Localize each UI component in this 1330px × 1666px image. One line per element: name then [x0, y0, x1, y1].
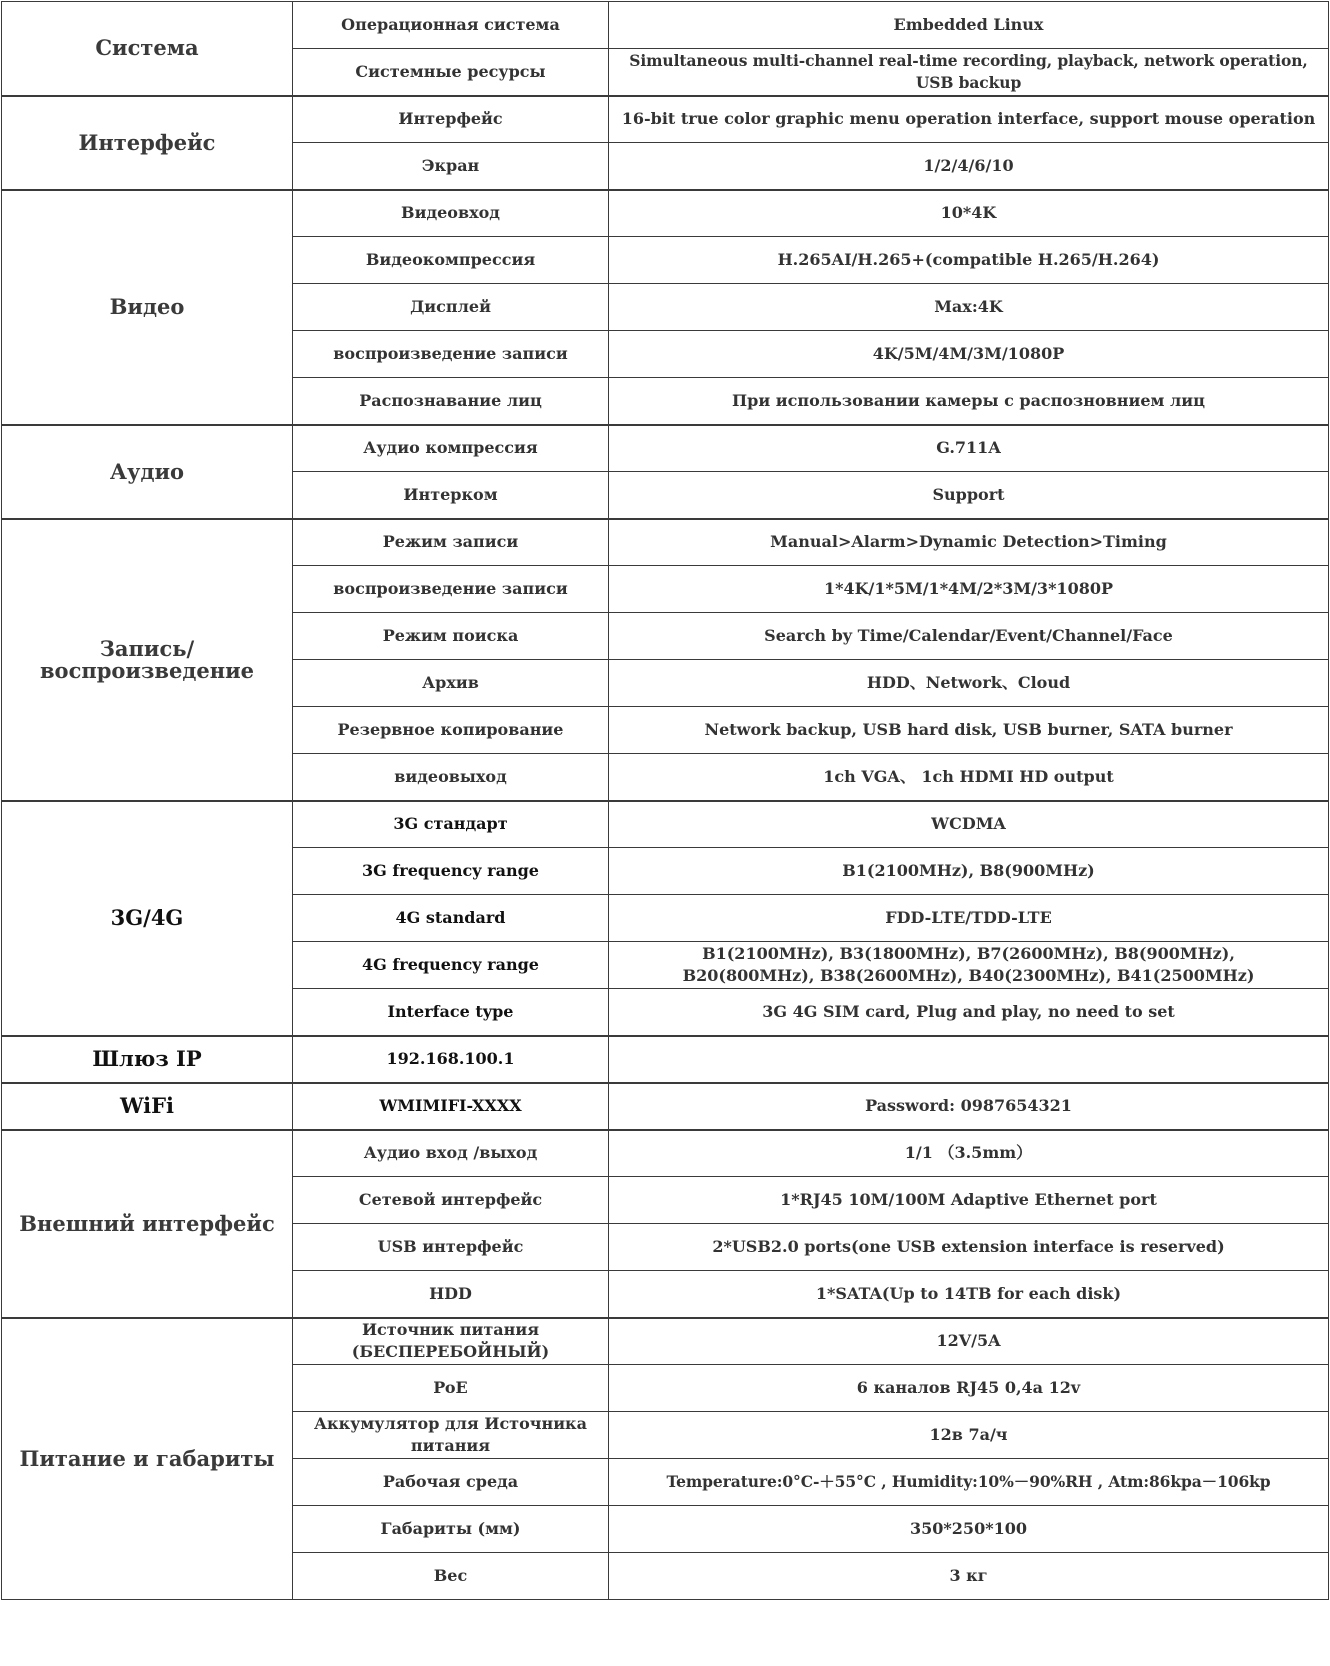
param-line: Аккумулятор для Источника [314, 1414, 587, 1433]
table-row [2, 1130, 1329, 1177]
category-wifi: WiFi [2, 1083, 293, 1130]
param-cell: Операционная система [293, 2, 609, 49]
specifications-table [1, 1, 1329, 1600]
value-cell: Network backup, USB hard disk, USB burner, SATA burner [609, 707, 1329, 754]
value-cell: FDD-LTE/TDD-LTE [609, 895, 1329, 942]
value-cell: Temperature:0°C-＋55°C , Humidity:10%－90%RH , Atm:86kpa－106kp [609, 1459, 1329, 1506]
value-cell: 3G 4G SIM card, Plug and play, no need to set [609, 989, 1329, 1036]
table-row [2, 190, 1329, 237]
value-cell: 6 каналов RJ45 0,4а 12v [609, 1365, 1329, 1412]
param-cell: 3G frequency range [293, 848, 609, 895]
value-cell: 1*SATA(Up to 14TB for each disk) [609, 1271, 1329, 1318]
param-cell: USB интерфейс [293, 1224, 609, 1271]
value-cell: G.711A [609, 425, 1329, 472]
value-cell: Manual>Alarm>Dynamic Detection>Timing [609, 519, 1329, 566]
table-row [2, 1083, 1329, 1130]
value-cell: 3 кг [609, 1553, 1329, 1600]
category-system: Система [2, 2, 293, 96]
category-interface: Интерфейс [2, 96, 293, 190]
value-cell: 4K/5M/4M/3M/1080P [609, 331, 1329, 378]
param-cell: HDD [293, 1271, 609, 1318]
param-line: (БЕСПЕРЕБОЙНЫЙ) [351, 1342, 550, 1362]
param-cell: 192.168.100.1 [293, 1036, 609, 1083]
param-cell: 4G frequency range [293, 942, 609, 989]
value-cell: 12в 7а/ч [609, 1412, 1329, 1459]
param-line: Источник питания [361, 1320, 540, 1340]
param-cell: Габариты (мм) [293, 1506, 609, 1553]
param-cell: Режим поиска [293, 613, 609, 660]
value-cell: 1/2/4/6/10 [609, 143, 1329, 190]
value-cell: При использовании камеры с распозновнием лиц [609, 378, 1329, 425]
param-cell: Экран [293, 143, 609, 190]
value-cell: 2*USB2.0 ports(one USB extension interface is reserved) [609, 1224, 1329, 1271]
param-cell: Аудио компрессия [293, 425, 609, 472]
param-cell: Вес [293, 1553, 609, 1600]
value-cell: 12V/5A [609, 1318, 1329, 1365]
value-cell: 10*4K [609, 190, 1329, 237]
param-cell: Рабочая среда [293, 1459, 609, 1506]
param-cell: 3G стандарт [293, 801, 609, 848]
table-row [2, 2, 1329, 49]
value-cell: 1/1 （3.5mm） [609, 1130, 1329, 1177]
value-cell: 1ch VGA、 1ch HDMI HD output [609, 754, 1329, 801]
value-cell-multiline [609, 942, 1329, 989]
table-row [2, 801, 1329, 848]
value-cell: Simultaneous multi-channel real-time recording, playback, network operation, USB backup [609, 49, 1329, 96]
value-cell: 350*250*100 [609, 1506, 1329, 1553]
value-line: B1(2100MHz), B3(1800MHz), B7(2600MHz), B8(900MHz), [702, 944, 1235, 963]
param-cell: PoE [293, 1365, 609, 1412]
table-row [2, 519, 1329, 566]
param-cell: воспроизведение записи [293, 331, 609, 378]
param-cell-multiline [293, 1412, 609, 1459]
param-cell: видеовыход [293, 754, 609, 801]
param-cell: Интерфейс [293, 96, 609, 143]
value-cell: H.265AI/H.265+(compatible H.265/H.264) [609, 237, 1329, 284]
category-external-interface: Внешний интерфейс [2, 1130, 293, 1318]
value-cell: 1*4K/1*5M/1*4M/2*3M/3*1080P [609, 566, 1329, 613]
param-cell: WMIMIFI-XXXX [293, 1083, 609, 1130]
value-cell: 16-bit true color graphic menu operation interface, support mouse operation [609, 96, 1329, 143]
category-power-dimensions: Питание и габариты [2, 1318, 293, 1600]
value-cell: WCDMA [609, 801, 1329, 848]
param-cell: Interface type [293, 989, 609, 1036]
param-cell: Аудио вход /выход [293, 1130, 609, 1177]
value-cell: B1(2100MHz), B8(900MHz) [609, 848, 1329, 895]
param-cell: Дисплей [293, 284, 609, 331]
category-audio: Аудио [2, 425, 293, 519]
param-cell: 4G standard [293, 895, 609, 942]
table-row [2, 1036, 1329, 1083]
param-cell: Интерком [293, 472, 609, 519]
param-cell-multiline [293, 1318, 609, 1365]
param-cell: Резервное копирование [293, 707, 609, 754]
category-record-playback: Запись/воспроизведение [2, 519, 293, 801]
value-cell: Max:4K [609, 284, 1329, 331]
param-cell: Распознавание лиц [293, 378, 609, 425]
param-cell: Сетевой интерфейс [293, 1177, 609, 1224]
value-cell: Search by Time/Calendar/Event/Channel/Face [609, 613, 1329, 660]
value-line: B20(800MHz), B38(2600MHz), B40(2300MHz), B41(2500MHz) [682, 966, 1255, 985]
param-cell: Видеовход [293, 190, 609, 237]
param-cell: воспроизведение записи [293, 566, 609, 613]
param-cell: Системные ресурсы [293, 49, 609, 96]
param-cell: Архив [293, 660, 609, 707]
category-video: Видео [2, 190, 293, 425]
table-row [2, 425, 1329, 472]
param-cell: Видеокомпрессия [293, 237, 609, 284]
value-cell: Password: 0987654321 [609, 1083, 1329, 1130]
value-cell: Support [609, 472, 1329, 519]
value-cell [609, 1036, 1329, 1083]
value-cell: 1*RJ45 10M/100M Adaptive Ethernet port [609, 1177, 1329, 1224]
category-gateway-ip: Шлюз IP [2, 1036, 293, 1083]
table-row [2, 96, 1329, 143]
param-cell: Режим записи [293, 519, 609, 566]
category-3g-4g: 3G/4G [2, 801, 293, 1036]
value-cell: HDD、Network、Cloud [609, 660, 1329, 707]
param-line: питания [410, 1436, 491, 1455]
value-cell: Embedded Linux [609, 2, 1329, 49]
table-row [2, 1318, 1329, 1365]
